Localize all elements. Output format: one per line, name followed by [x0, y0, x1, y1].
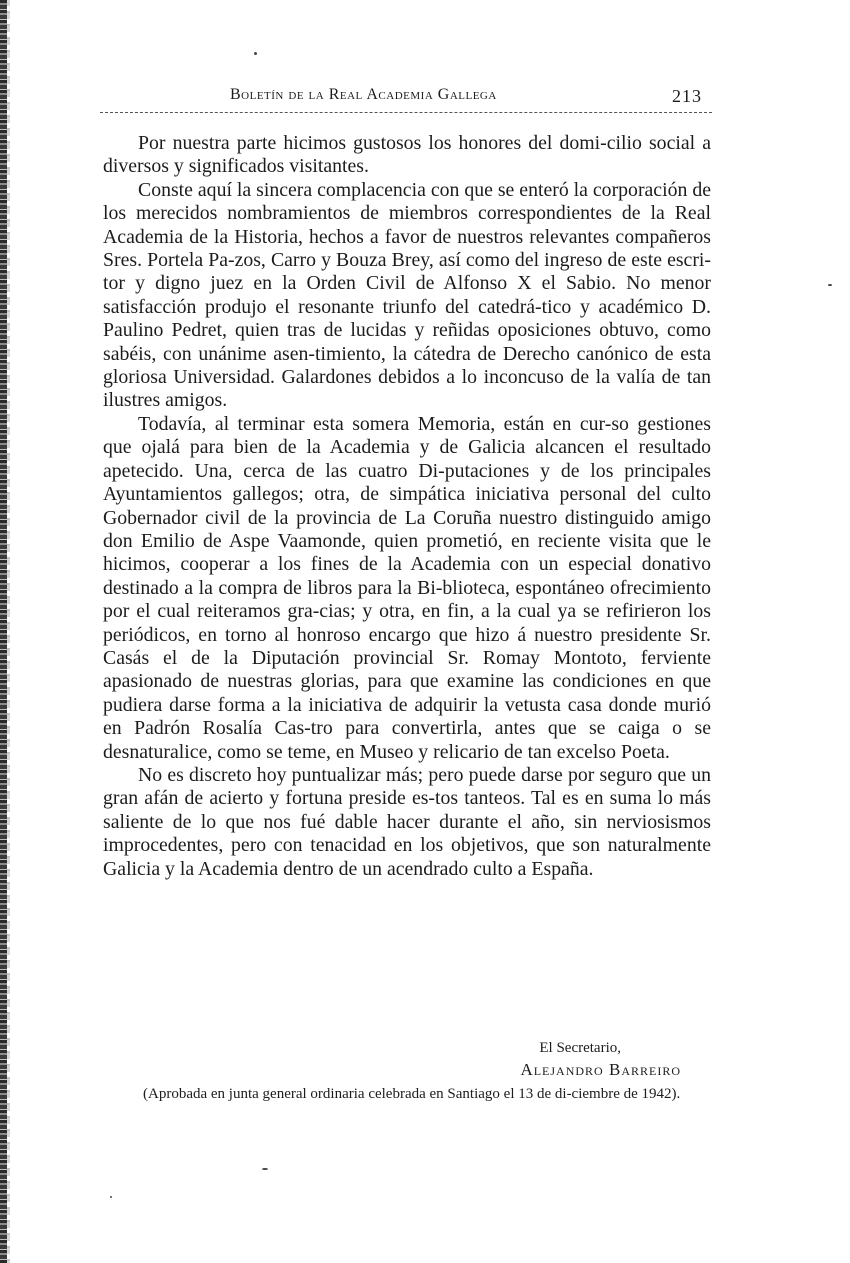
scan-speck [254, 52, 257, 55]
paragraph-1: Por nuestra parte hicimos gustosos los honores del domi-cilio social a diversos y significados visitantes. [103, 132, 711, 178]
signature-block [103, 1037, 711, 1081]
paragraph-3: Todavía, al terminar esta somera Memoria, están en cur-so gestiones que ojalá para bien de la Academia y de Galicia alcancen el resultado apetecido. Una, cerca de las cuatro Di-putaciones y de los principales Ayuntamientos gallegos; otra, de simpática iniciativa personal del culto Gobernador civil de la provincia de La Coruña nuestro distinguido amigo don Emilio de Aspe Vaamonde, quien prometió, en reciente visita que le hicimos, cooperar a los fines de la Academia con un especial donativo destinado a la compra de libros para la Bi-blioteca, espontáneo ofrecimiento por el cual reiteramos gra-cias; y otra, en fin, a la cual ya se refirieron los periódicos, en torno al honroso encargo que hizo á nuestro presidente Sr. Casás el de la Diputación provincial Sr. Romay Montoto, ferviente apasionado de nuestras glorias, para que examine las condiciones en que pudiera darse forma a la iniciativa de adquirir la vetusta casa donde murió en Padrón Rosalía Cas-tro para convertirla, antes que se caiga o se desnaturalice, como se teme, en Museo y relicario de tan excelso Poeta. [103, 412, 711, 763]
paragraph-4: No es discreto hoy puntualizar más; pero puede darse por seguro que un gran afán de acierto y fortuna preside es-tos tanteos. Tal es en suma lo más saliente de lo que nos fué dable hacer durante el año, sin nerviosismos improcedentes, pero con tenacidad en los objetivos, que son naturalmente Galicia y la Academia dentro de un acendrado culto a España. [103, 763, 711, 880]
scan-speck [110, 1196, 112, 1198]
page-header [100, 86, 712, 114]
signature-name: Alejandro Barreiro [520, 1060, 681, 1079]
body-text [103, 132, 711, 881]
approval-note: (Aprobada en junta general ordinaria celebrada en Santiago el 13 de di-ciembre de 1942). [143, 1086, 681, 1102]
scan-speck [828, 284, 832, 286]
header-rule [100, 112, 712, 113]
signature-role: El Secretario, [539, 1040, 621, 1056]
book-binding-shadow [7, 0, 10, 1263]
running-title: Boletín de la Real Academia Gallega [230, 86, 497, 103]
page-number: 213 [672, 86, 702, 106]
paragraph-2: Conste aquí la sincera complacencia con que se enteró la corporación de los merecidos nombramientos de miembros correspondientes de la Real Academia de la Historia, hechos a favor de nuestros relevantes compañeros Sres. Portela Pa-zos, Carro y Bouza Brey, así como del ingreso de este escri-tor y digno juez en la Orden Civil de Alfonso X el Sabio. No menor satisfacción produjo el resonante triunfo del catedrá-tico y académico D. Paulino Pedret, quien tras de lucidas y reñidas oposiciones obtuvo, como sabéis, con unánime asen-timiento, la cátedra de Derecho canónico de esta gloriosa Universidad. Galardones debidos a lo inconcuso de la valía de tan ilustres amigos. [103, 178, 711, 412]
book-binding-edge [0, 0, 7, 1263]
scan-speck [262, 1168, 268, 1170]
